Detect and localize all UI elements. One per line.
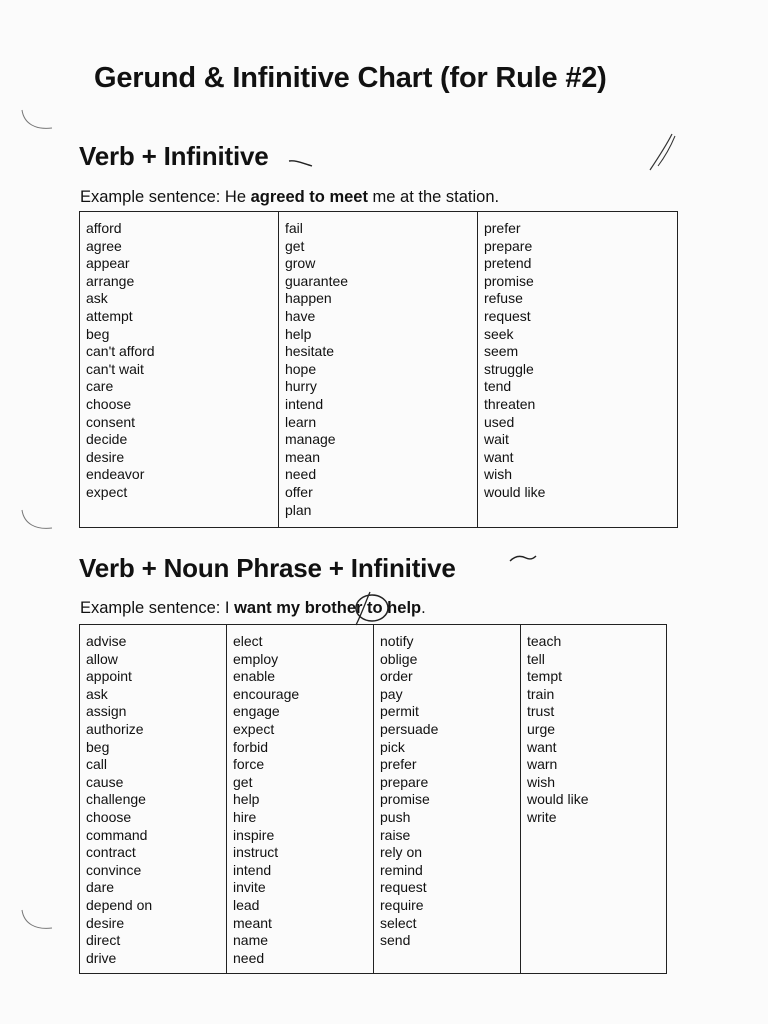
example-highlight: want my brother to help [234,599,422,617]
word-item: wait [483,431,509,448]
word-item: inspire [233,826,275,843]
word-item: beg [86,325,110,342]
example-sentence [80,188,499,207]
word-item: dare [86,879,115,896]
word-item: tempt [527,668,563,685]
word-item: intend [284,395,324,412]
word-item: write [527,808,557,825]
word-item: train [527,685,555,702]
word-item: prefer [483,220,521,236]
word-item: wish [483,466,512,483]
word-item: desire [86,448,125,465]
word-item: instruct [233,844,279,861]
pen-mark-tilde [508,552,538,566]
word-item: notify [380,633,414,649]
word-item: prepare [483,237,533,254]
word-item: decide [86,431,128,448]
word-item: permit [380,703,419,720]
word-item: tell [527,650,545,667]
word-item: can't wait [86,360,144,377]
word-item: urge [527,720,556,737]
word-item: choose [86,808,132,825]
word-item: arrange [86,272,135,289]
word-item: get [284,237,305,254]
word-item: care [86,378,114,395]
word-column [80,212,279,527]
word-item: ask [86,290,108,307]
word-column [80,625,227,973]
pen-mark-slash [648,132,678,172]
word-item: hire [233,808,257,825]
word-item: call [86,756,108,773]
example-text: Example sentence: He [80,188,251,206]
word-item: manage [284,431,336,448]
pen-mark-tilde [288,155,314,169]
word-item: used [483,413,515,430]
word-item: oblige [380,650,418,667]
example-text: . [421,599,426,617]
word-item: expect [86,483,128,500]
word-item: refuse [483,290,523,307]
word-item: need [233,949,265,966]
word-item: lead [233,896,260,913]
word-item: learn [284,413,317,430]
word-item: guarantee [284,272,349,289]
word-item: consent [86,413,136,430]
word-item: ask [86,685,108,702]
word-item: order [380,668,413,685]
word-item: attempt [86,307,133,324]
word-item: contract [86,844,136,861]
word-item: can't afford [86,343,155,360]
word-item: agree [86,237,122,254]
hole-punch-arc [18,108,54,132]
word-item: raise [380,826,411,843]
word-item: seem [483,343,519,360]
word-item: push [380,808,411,825]
word-item: request [483,307,531,324]
example-highlight: agreed to meet [250,188,368,206]
word-item: intend [233,861,272,878]
word-item: help [233,791,260,808]
word-item: authorize [86,720,144,737]
section-heading-verb-infinitive: Verb + Infinitive [79,141,269,171]
word-item: desire [86,914,125,931]
word-item: require [380,896,424,913]
word-item: help [284,325,312,342]
hole-punch-arc [18,508,54,532]
word-item: choose [86,395,132,412]
word-item: send [380,932,411,949]
word-item: hurry [284,378,317,395]
word-item: hesitate [284,343,335,360]
verb-noun-phrase-infinitive-table [79,624,667,974]
word-item: trust [527,703,555,720]
verb-infinitive-table [79,211,678,528]
word-item: challenge [86,791,146,808]
word-item: pretend [483,255,532,272]
word-item: invite [233,879,266,896]
page-title: Gerund & Infinitive Chart (for Rule #2) [94,62,607,94]
word-item: meant [233,914,272,931]
word-item: expect [233,720,275,737]
word-item: have [284,307,316,324]
word-item: grow [284,255,316,272]
word-item: elect [233,633,263,649]
word-item: name [233,932,269,949]
word-item: mean [284,448,321,465]
example-sentence [80,599,426,618]
word-column [478,212,677,527]
word-column [374,625,521,973]
word-item: convince [86,861,142,878]
word-item: advise [86,633,127,649]
word-item: struggle [483,360,534,377]
word-item: promise [380,791,430,808]
word-item: enable [233,668,276,685]
word-item: request [380,879,427,896]
word-item: command [86,826,148,843]
word-item: want [527,738,557,755]
word-item: warn [527,756,558,773]
word-item: threaten [483,395,536,412]
word-item: would like [483,483,546,500]
hole-punch-arc [18,908,54,932]
word-item: teach [527,633,562,649]
word-item: pick [380,738,405,755]
section-heading-verb-noun-phrase-infinitive: Verb + Noun Phrase + Infinitive [79,553,456,583]
word-item: appear [86,255,130,272]
word-item: get [233,773,253,790]
word-item: pay [380,685,403,702]
word-item: happen [284,290,332,307]
word-item: persuade [380,720,439,737]
word-item: employ [233,650,279,667]
word-item: wish [527,773,556,790]
word-column [227,625,374,973]
word-item: need [284,466,317,483]
word-item: engage [233,703,280,720]
word-item: promise [483,272,534,289]
word-item: fail [284,220,303,236]
word-item: would like [527,791,589,808]
word-column [521,625,666,973]
word-item: drive [86,949,117,966]
word-item: forbid [233,738,269,755]
word-item: prefer [380,756,417,773]
word-item: encourage [233,685,300,702]
word-item: appoint [86,668,132,685]
word-item: hope [284,360,317,377]
word-item: want [483,448,514,465]
word-item: allow [86,650,118,667]
word-item: offer [284,483,313,500]
word-item: rely on [380,844,423,861]
word-item: select [380,914,417,931]
word-item: tend [483,378,512,395]
word-item: direct [86,932,121,949]
word-item: force [233,756,265,773]
word-column [279,212,478,527]
word-item: depend on [86,896,153,913]
word-item: endeavor [86,466,145,483]
example-text: Example sentence: I [80,599,235,617]
word-item: beg [86,738,110,755]
word-item: plan [284,501,312,518]
word-item: afford [86,220,122,236]
example-text: me at the station. [367,188,500,206]
word-item: assign [86,703,127,720]
word-item: cause [86,773,124,790]
word-item: seek [483,325,514,342]
word-item: remind [380,861,423,878]
word-item: prepare [380,773,429,790]
